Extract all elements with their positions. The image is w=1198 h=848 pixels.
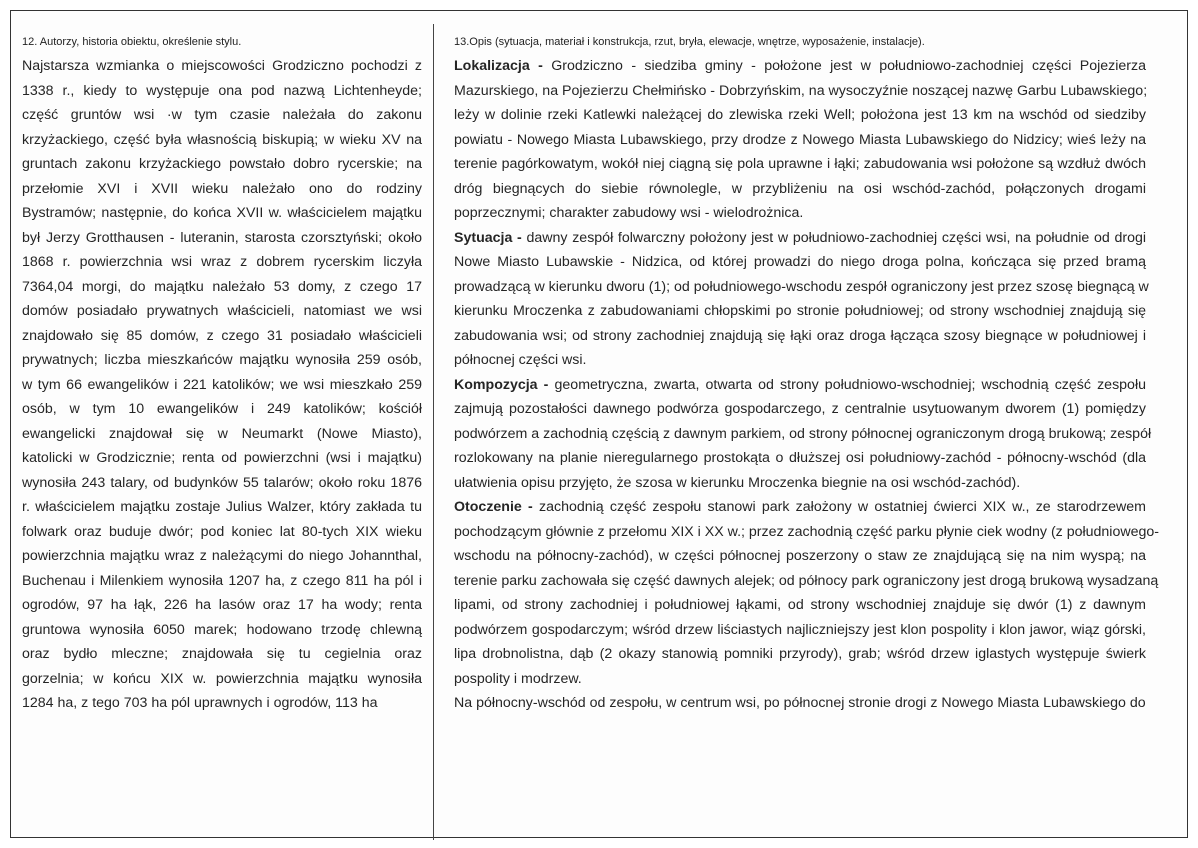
text-line [454, 642, 1146, 667]
line-text: dawny zespół folwarczny położony jest w południowo-zachodniej części wsi, na południe od drogi [521, 229, 1147, 246]
line-text: Nowe Miasto Lubawskie - Nidzica, od której prowadzi do niego droga polna, kończąca się przed bramą [454, 254, 1146, 270]
text-line: Buchenau i Milenkiem wynosiła 1207 ha, z czego 811 ha pól i [22, 572, 422, 589]
text-line [454, 201, 1146, 226]
text-line: część gruntów wsi ·w tym czasie należała do zakonu [22, 107, 422, 123]
line-text: zachodnią część zespołu stanowi park założony w ostatniej ćwierci XIX w., ze starodrzewem [532, 499, 1147, 515]
line-text: dróg biegnących do siebie równolegle, w przybliżeniu na osi wschód-zachód, połączonych drogami [454, 180, 1146, 197]
line-text: Grodziczno - siedziba gminy - położone jest w południowo-zachodniej części Pojezierza [542, 58, 1146, 74]
line-text: powiatu - Nowego Miasta Lubawskiego, przy drodze z Nowego Miasta Lubawskiego do Nidzicy; wieś leży na [454, 131, 1146, 148]
text-line [454, 397, 1146, 422]
line-text: leży w dolinie rzeki Katlewki należącej do zlewiska rzeki Well; położona jest 13 km na wschód od siedziby [454, 107, 1146, 123]
text-line [454, 103, 1146, 128]
text-line [454, 128, 1146, 153]
text-line: Bystramów; następnie, do końca XVII w. właścicielem majątku [22, 205, 422, 221]
line-text: pospolity i modrzew. [454, 670, 582, 687]
text-line: katolicki w Grodzicznie; renta od powierzchni (wsi i majątku) [22, 450, 422, 466]
text-line: domów posiadało prywatnych właścicieli, natomiast we wsi [22, 303, 422, 319]
text-line [454, 495, 1146, 520]
section-label: Lokalizacja - [454, 58, 543, 74]
text-line [454, 226, 1146, 251]
section-13-text [454, 54, 1159, 716]
text-line: wynosiła 243 talary, od budynków 55 talarów; około roku 1876 [22, 474, 422, 491]
section-label: Sytuacja - [454, 229, 522, 246]
text-line: 1338 r., kiedy to występuje ona pod nazwą Lichtenheyde; [22, 82, 422, 99]
text-line: oraz bydło mleczne; znajdowała się tu cegielnia oraz [22, 646, 422, 662]
line-text: ułatwienia opisu przyjęto, że szosa w kierunku Mroczenka biegnie na osi wschód-zachód). [454, 474, 1021, 491]
line-text: Mazurskiego, na Pojezierzu Chełmińsko - Dobrzyńskim, na wysoczyźnie noszącej nazwę Garbu Lubawskiego; [454, 82, 1148, 99]
text-line [454, 569, 1159, 594]
line-text: podwórzem a zachodnią częścią z dawnym parkiem, od strony północnej ograniczonym drogą brukową; zespół [454, 425, 1152, 442]
text-line: w tym 66 ewangelików i 221 katolików; we wsi mieszkało 259 [22, 376, 422, 393]
text-line [454, 618, 1146, 643]
text-line: przełomie XVI i XVII wieku należało ono do rodziny [22, 180, 422, 197]
section-12-heading: 12. Autorzy, historia obiektu, określenie stylu. [22, 36, 242, 48]
line-text: wschodu na północny-zachód), w części północnej poszerzony o staw ze znajdującą się na nim wyspą; na [454, 548, 1146, 564]
text-line: Najstarsza wzmianka o miejscowości Grodziczno pochodzi z [22, 58, 422, 74]
column-divider [433, 24, 434, 840]
text-line: folwark oraz buduje dwór; pod koniec lat 80-tych XIX wieku [22, 523, 422, 540]
text-line: 1868 r. powierzchnia wsi wraz z dobrem rycerskim liczyła [22, 254, 422, 270]
text-line [454, 79, 1146, 104]
line-text: Na północny-wschód od zespołu, w centrum wsi, po północnej stronie drogi z Nowego Miasta Lubawskiego do [454, 695, 1146, 711]
text-line [454, 299, 1146, 324]
line-text: pochodzącym głównie z przełomu XIX i XX w.; przez zachodnią część parku płynie ciek wodny (z południowego- [454, 523, 1159, 540]
text-line: 7364,04 morgi, do majątku należało 53 domy, z czego 17 [22, 278, 422, 295]
text-line [454, 324, 1146, 349]
text-line [454, 667, 1146, 692]
text-line: r. właścicielem majątku zostaje Julius Walzer, który zakłada tu [22, 499, 422, 515]
line-text: rozlokowany na planie nieregularnego prostokąta o dłuższej osi południowy-zachód - północny-wschód (dla [454, 450, 1146, 466]
text-line: gorzelnia; w końcu XIX w. powierzchnia majątku wynosiła [22, 670, 422, 687]
line-text: terenie parku zachowała się część dawnych alejek; od północy park ograniczony jest drogą brukową wysadzaną [454, 572, 1159, 589]
text-line [454, 54, 1146, 79]
text-line: ogrodów, 97 ha łąk, 226 ha lasów oraz 17 ha wody; renta [22, 597, 422, 613]
text-line [454, 373, 1146, 398]
text-line: 1284 ha, z tego 703 ha pól uprawnych i ogrodów, 113 ha [22, 695, 378, 711]
line-text: prowadzącą w kierunku dworu (1); od południowego-wschodu zespół ograniczony jest przez szosę biegnącą w [454, 278, 1149, 295]
left-column [22, 35, 422, 716]
right-column [454, 35, 1159, 716]
line-text: lipami, od strony zachodniej i południowej łąkami, od strony wschodniej znajduje się dwór (1) z dawnym [454, 597, 1146, 613]
section-12-text [22, 54, 422, 716]
text-line [454, 275, 1149, 300]
line-text: zajmują pozostałości dawnego podwórza gospodarczego, z centralnie usytuowanym dworem (1) pomiędzy [454, 401, 1146, 417]
text-line [454, 544, 1146, 569]
text-line [454, 691, 1146, 716]
text-line [454, 471, 1146, 496]
text-line [454, 446, 1146, 471]
text-line: krzyżackiego, część była własnością biskupią; w wieku XV na [22, 131, 422, 148]
text-line [454, 593, 1146, 618]
text-line [454, 152, 1146, 177]
line-text: poprzecznymi; charakter zabudowy wsi - wielodrożnica. [454, 205, 804, 221]
text-line [454, 348, 1146, 373]
text-line [454, 177, 1146, 202]
text-line: osób, w tym 10 ewangelików i 249 katolików; kościół [22, 401, 422, 417]
text-line [454, 520, 1159, 545]
section-13-heading: 13.Opis (sytuacja, materiał i konstrukcja, rzut, bryła, elewacje, wnętrze, wyposażenie, instalacje). [454, 36, 925, 48]
line-text: lipa drobnolistna, dąb (2 okazy stanowią pomniki przyrody), grab; wśród drzew iglastych występuje świerk [454, 646, 1146, 662]
section-label: Kompozycja - [454, 376, 549, 393]
text-line: gruntowa wynosiła 6050 marek; hodowano trzodę chlewną [22, 621, 422, 638]
text-line: powierzchnia majątku wraz z należącymi do niego Johannthal, [22, 548, 422, 564]
line-text: geometryczna, zwarta, otwarta od strony południowo-wschodniej; wschodnią część zespołu [548, 376, 1146, 393]
text-line: był Jerzy Grotthausen - luteranin, starosta czorsztyński; około [22, 229, 422, 246]
line-text: podwórzem gospodarczym; wśród drzew liściastych najliczniejszy jest klon pospolity i klon jawor, wiąz górski, [454, 621, 1146, 638]
line-text: zabudowania wsi; od strony zachodniej znajdują się łąki oraz droga łącząca szosy biegnące w południowej i [454, 327, 1146, 344]
line-text: terenie pagórkowatym, wokół niej ciągną się pola uprawne i łąki; zabudowania wsi położone są wzdłuż dwóch [454, 156, 1146, 172]
text-line [454, 250, 1146, 275]
line-text: północnej części wsi. [454, 352, 587, 368]
section-label: Otoczenie - [454, 499, 533, 515]
text-line: znajdowało się 85 domów, z czego 31 posiadało właścicieli [22, 327, 422, 344]
text-line: gruntach zakonu krzyżackiego powstało dobro rycerskie; na [22, 156, 422, 172]
line-text: kierunku Mroczenka z zabudowaniami chłopskimi po stronie południowej; od strony wschodniej znajdują się [454, 303, 1146, 319]
text-line [454, 422, 1152, 447]
text-line: ewangelicki znajdował się w Neumarkt (Nowe Miasto), [22, 425, 422, 442]
text-line: prywatnych; liczba mieszkańców majątku wynosiła 259 osób, [22, 352, 422, 368]
